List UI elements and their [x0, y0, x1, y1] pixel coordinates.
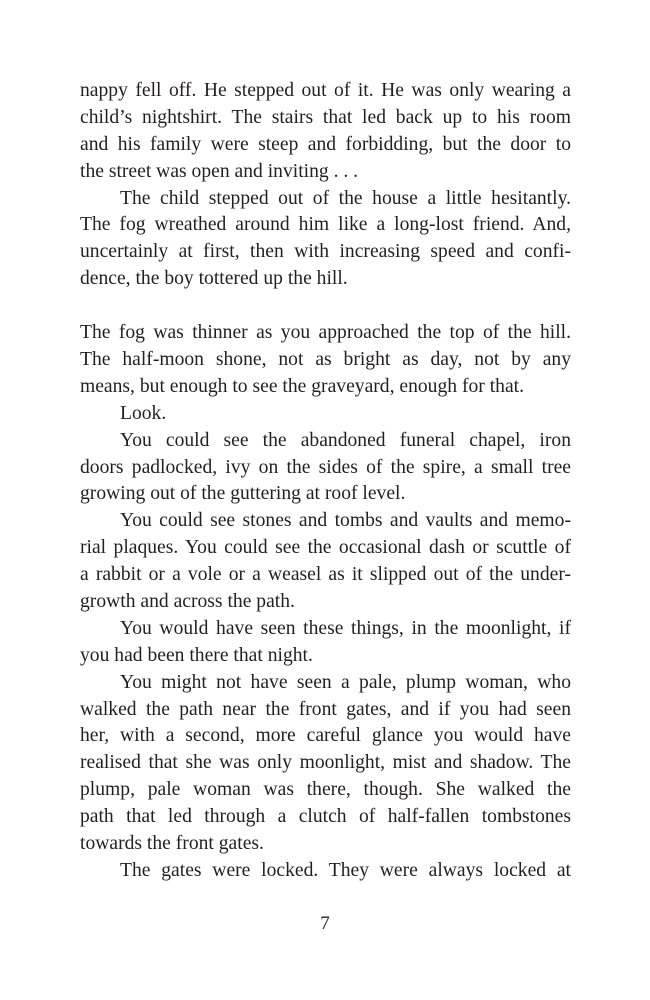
text-line: rial plaques. You could see the occasional dash or scuttle of — [80, 537, 571, 559]
text-line: and his family were steep and forbidding, but the door to — [80, 133, 571, 155]
text-line: a rabbit or a vole or a weasel as it slipped out of the under- — [80, 564, 571, 586]
text-line: her, with a second, more careful glance you would have — [80, 725, 571, 747]
text-line: growth and across the path. — [80, 591, 295, 613]
paragraph — [80, 428, 571, 509]
text-section — [80, 320, 571, 885]
text-line: dence, the boy tottered up the hill. — [80, 268, 348, 290]
paragraph — [80, 508, 571, 616]
section-break — [80, 293, 571, 320]
text-line: Look. — [120, 402, 167, 424]
text-line: towards the front gates. — [80, 833, 264, 855]
page-number: 7 — [320, 913, 330, 934]
paragraph — [80, 320, 571, 401]
text-line: nappy fell off. He stepped out of it. He was only wearing a — [80, 80, 571, 101]
paragraph — [80, 186, 571, 294]
text-line: uncertainly at first, then with increasing speed and confi- — [80, 241, 571, 263]
text-section — [80, 78, 571, 293]
text-line: realised that she was only moonlight, mist and shadow. The — [80, 752, 571, 774]
text-line: You would have seen these things, in the moonlight, if — [120, 617, 571, 639]
paragraph — [80, 78, 571, 186]
text-line: You could see stones and tombs and vaults and memo- — [120, 510, 571, 532]
text-line: The gates were locked. They were always locked at — [120, 859, 571, 881]
text-line: doors padlocked, ivy on the sides of the spire, a small tree — [80, 456, 571, 478]
paragraph — [80, 401, 571, 428]
text-line: path that led through a clutch of half-fallen tombstones — [80, 806, 571, 828]
text-line: walked the path near the front gates, and if you had seen — [80, 698, 571, 720]
text-line: means, but enough to see the graveyard, enough for that. — [80, 375, 524, 397]
text-line: The fog wreathed around him like a long-lost friend. And, — [80, 214, 571, 236]
text-line: the street was open and inviting . . . — [80, 160, 359, 182]
text-line: The child stepped out of the house a little hesitantly. — [120, 187, 571, 209]
paragraph — [80, 616, 571, 670]
text-line: You might not have seen a pale, plump woman, who — [120, 671, 571, 693]
text-line: The fog was thinner as you approached the top of the hill. — [80, 322, 571, 344]
text-line: you had been there that night. — [80, 644, 313, 666]
text-line: growing out of the guttering at roof level. — [80, 483, 406, 505]
paragraph — [80, 858, 571, 885]
paragraph — [80, 670, 571, 858]
text-line: child’s nightshirt. The stairs that led back up to his room — [80, 106, 571, 128]
page-text — [80, 78, 571, 885]
text-line: You could see the abandoned funeral chapel, iron — [120, 429, 571, 451]
text-line: plump, pale woman was there, though. She walked the — [80, 779, 571, 801]
text-line: The half-moon shone, not as bright as day, not by any — [80, 349, 571, 371]
